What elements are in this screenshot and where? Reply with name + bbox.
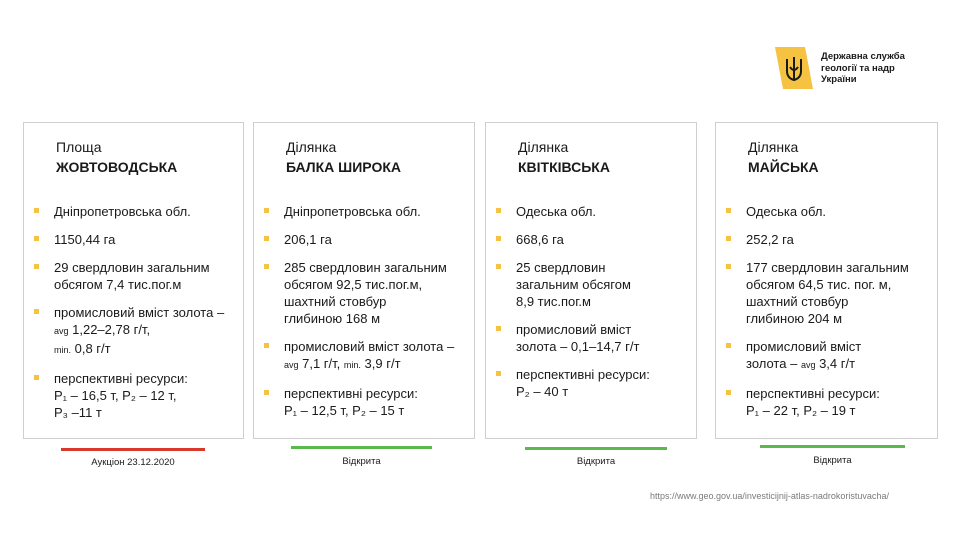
card-title (286, 137, 401, 177)
card-title (518, 137, 610, 177)
card-details (264, 203, 468, 430)
detail-region: Одеська обл. (726, 203, 931, 220)
card-type: Ділянка (286, 139, 337, 155)
card-zhovtovodska (23, 122, 244, 439)
stat-marker: min. (54, 345, 72, 355)
card-details (496, 203, 690, 411)
card-details (34, 203, 237, 432)
status-open: Відкрита (813, 455, 852, 466)
card-type: Площа (56, 139, 102, 155)
detail-boreholes: 29 свердловин загальним обсягом 7,4 тис.пог.м (34, 259, 237, 293)
logo-text (821, 47, 905, 86)
card-name: БАЛКА ШИРОКА (286, 159, 402, 175)
detail-resources: перспективні ресурси: P₁ – 22 т, P₂ – 19 т (726, 385, 931, 419)
stat-marker: avg (284, 360, 299, 370)
card-details (726, 203, 931, 430)
status-open: Відкрита (342, 456, 381, 467)
detail-region: Одеська обл. (496, 203, 690, 220)
detail-resources: перспективні ресурси: P₁ – 12,5 т, P₂ – 15 т (264, 385, 468, 419)
status-open: Відкрита (576, 456, 616, 467)
detail-resources: перспективні ресурси: P₁ – 16,5 т, P₂ – 12 т, P₃ –11 т (34, 370, 237, 421)
detail-boreholes: 177 свердловин загальним обсягом 64,5 тис. пог. м, шахтний стовбур глибиною 204 м (726, 259, 931, 327)
card-name: ЖОВТОВОДСЬКА (56, 159, 178, 175)
card-kvitkivska (485, 122, 697, 439)
detail-area: 1150,44 га (34, 231, 237, 248)
card-name: КВІТКІВСЬКА (518, 159, 610, 175)
logo-line: Державна служба (821, 51, 905, 62)
status-auction: Аукціон 23.12.2020 (91, 457, 175, 468)
detail-gold-content: промисловий вміст золота – avg 1,22–2,78 г/т, min. 0,8 г/т (34, 304, 237, 359)
detail-area: 252,2 га (726, 231, 931, 248)
stat-marker: min. (343, 360, 361, 370)
card-type: Ділянка (518, 139, 569, 155)
card-title (56, 137, 177, 177)
source-link[interactable]: https://www.geo.gov.ua/investicijnij-atlas-nadrokoristuvacha/ (650, 491, 889, 501)
detail-boreholes: 25 свердловин загальним обсягом 8,9 тис.пог.м (496, 259, 690, 310)
status-line (760, 445, 905, 448)
stat-marker: avg (800, 360, 816, 370)
status-line (291, 446, 432, 449)
detail-boreholes: 285 свердловин загальним обсягом 92,5 тис.пог.м, шахтний стовбур глибиною 168 м (264, 259, 468, 327)
trident-icon (775, 47, 813, 89)
stat-marker: avg (54, 326, 69, 336)
card-type: Ділянка (748, 139, 799, 155)
card-balka-shyroka (253, 122, 475, 439)
status-line (61, 448, 205, 451)
logo-line: геології та надр (821, 62, 895, 74)
detail-area: 206,1 га (264, 231, 468, 248)
card-name: МАЙСЬКА (748, 159, 819, 175)
detail-region: Дніпропетровська обл. (34, 203, 237, 220)
detail-gold-content: промисловий вміст золота – avg 3,4 г/т (726, 338, 931, 374)
logo (775, 47, 905, 89)
detail-gold-content: промисловий вміст золота – avg 7,1 г/т, min. 3,9 г/т (264, 338, 468, 374)
card-title (748, 137, 819, 177)
logo-line: України (821, 74, 857, 85)
detail-resources: перспективні ресурси: P₂ – 40 т (496, 366, 690, 400)
detail-area: 668,6 га (496, 231, 690, 248)
detail-gold-content: промисловий вміст золота – 0,1–14,7 г/т (496, 321, 690, 355)
detail-region: Дніпропетровська обл. (264, 203, 468, 220)
card-maiska (715, 122, 938, 439)
status-line (525, 447, 667, 450)
